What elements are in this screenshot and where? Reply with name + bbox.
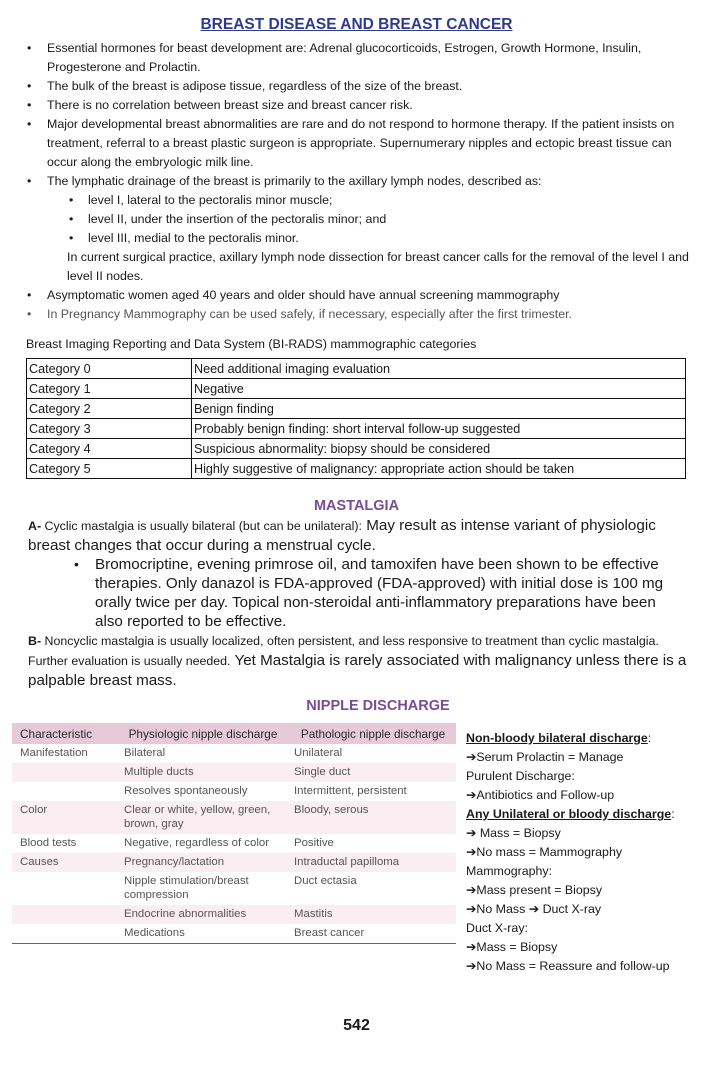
bullet-item: • The bulk of the breast is adipose tissue, regardless of the size of the breast.	[26, 77, 696, 96]
arrow-icon: ➔	[466, 959, 477, 973]
table-row	[12, 924, 456, 944]
section-label: B-	[28, 634, 42, 648]
table-cell	[12, 905, 116, 924]
table-row	[27, 399, 686, 419]
arrow-icon: ➔	[466, 826, 477, 840]
table-cell: Mastitis	[286, 905, 456, 924]
arrow-icon: ➔	[466, 902, 477, 916]
table-cell: Unilateral	[294, 747, 343, 759]
table-cell: Nipple stimulation/breast compression	[124, 875, 249, 901]
management-heading: Any Unilateral or bloody discharge	[466, 807, 672, 821]
table-header-row	[12, 723, 456, 744]
table-cell: Positive	[294, 837, 334, 849]
management-line: Any Unilateral or bloody discharge:	[466, 807, 675, 821]
table-cell: Bloody, serous	[286, 801, 456, 834]
table-cell: Resolves spontaneously	[124, 785, 248, 797]
table-row	[27, 359, 686, 379]
arrow-icon: ➔	[466, 883, 477, 897]
management-line: Purulent Discharge:	[466, 769, 575, 783]
table-row	[12, 872, 456, 905]
management-line: ➔Serum Prolactin = Manage	[466, 750, 624, 764]
table-row	[27, 459, 686, 479]
management-heading: Non-bloody bilateral discharge	[466, 731, 648, 745]
management-line: Mammography:	[466, 864, 553, 878]
table-cell: Color	[12, 801, 116, 834]
table-cell	[12, 924, 116, 944]
page-title: BREAST DISEASE AND BREAST CANCER	[200, 16, 513, 33]
cyclic-definition: Cyclic mastalgia is usually bilateral (but can be unilateral):	[41, 519, 363, 533]
table-cell: Breast cancer	[286, 924, 456, 944]
bullet-item: • Asymptomatic women aged 40 years and older should have annual screening mammography	[26, 286, 696, 305]
table-cell: Pregnancy/lactation	[116, 853, 286, 872]
table-cell: Duct ectasia	[294, 875, 357, 887]
table-row	[27, 439, 686, 459]
discharge-management	[466, 729, 710, 976]
lymph-intro: The lymphatic drainage of the breast is primarily to the axillary lymph nodes, described as:	[47, 174, 542, 188]
table-cell: Medications	[116, 924, 286, 944]
table-cell: Highly suggestive of malignancy: appropriate action should be taken	[192, 459, 686, 479]
table-cell: Multiple ducts	[116, 763, 286, 782]
table-cell: Category 5	[27, 459, 192, 479]
section-label: A-	[28, 519, 42, 533]
management-line: ➔Mass = Biopsy	[466, 940, 558, 954]
treatment-text: • Bromocriptine, evening primrose oil, and tamoxifen have been shown to be effective therapies. Only danazol is FDA-approved (FDA-approved) with initial dose is 100 mg orally twice per day. Topical non-steroidal anti-inflammatory preparations have been also reported to be effective.	[95, 556, 664, 630]
nipple-discharge-table	[12, 723, 456, 944]
column-header: Pathologic nipple discharge	[286, 723, 456, 744]
column-header: Physiologic nipple discharge	[116, 723, 286, 744]
table-cell: Blood tests	[20, 837, 77, 849]
column-header: Characteristic	[12, 723, 116, 744]
bullet-item: • In Pregnancy Mammography can be used safely, if necessary, especially after the first trimester.	[26, 305, 696, 324]
table-cell: Category 0	[27, 359, 192, 379]
table-row	[12, 905, 456, 924]
table-cell: Benign finding	[192, 399, 686, 419]
management-line: ➔Mass present = Biopsy	[466, 883, 603, 897]
table-cell: Manifestation	[20, 747, 88, 759]
lymph-level: • level III, medial to the pectoralis minor.	[67, 229, 696, 248]
table-cell: Intraductal papilloma	[286, 853, 456, 872]
page-number: 542	[343, 1017, 370, 1034]
arrow-icon: ➔	[528, 902, 540, 916]
table-row	[12, 834, 456, 853]
table-cell: Intermittent, persistent	[294, 785, 407, 797]
table-cell: Probably benign finding: short interval follow-up suggested	[192, 419, 686, 439]
table-cell: Negative	[192, 379, 686, 399]
lymph-note: In current surgical practice, axillary lymph node dissection for breast cancer calls for the removal of the level I and level II nodes.	[67, 250, 689, 283]
bullet-item: • Essential hormones for beast development are: Adrenal glucocorticoids, Estrogen, Growth Hormone, Insulin, Progesterone and Prolactin.	[26, 39, 696, 77]
table-row	[12, 801, 456, 834]
management-line: ➔No Mass ➔ Duct X-ray	[466, 902, 602, 916]
arrow-icon: ➔	[466, 788, 477, 802]
bullet-item: • There is no correlation between breast size and breast cancer risk.	[26, 96, 696, 115]
management-line: Non-bloody bilateral discharge:	[466, 731, 652, 745]
table-cell: Category 2	[27, 399, 192, 419]
mastalgia-treatment	[78, 555, 678, 631]
management-line: ➔No Mass = Reassure and follow-up	[466, 959, 670, 973]
table-cell: Causes	[12, 853, 116, 872]
mastalgia-heading: MASTALGIA	[313, 498, 400, 514]
table-cell	[12, 763, 116, 782]
table-row	[27, 419, 686, 439]
birads-caption: Breast Imaging Reporting and Data System (BI-RADS) mammographic categories	[26, 337, 477, 351]
table-cell: Suspicious abnormality: biopsy should be considered	[192, 439, 686, 459]
table-row	[27, 379, 686, 399]
management-line: ➔No mass = Mammography	[466, 845, 623, 859]
mastalgia-noncyclic	[28, 632, 693, 691]
lymph-level: • level I, lateral to the pectoralis minor muscle;	[67, 191, 696, 210]
table-cell	[12, 782, 116, 801]
lymph-levels	[47, 191, 696, 248]
arrow-icon: ➔	[466, 750, 477, 764]
mastalgia-cyclic	[28, 516, 693, 555]
birads-table	[26, 358, 686, 479]
table-cell: Category 1	[27, 379, 192, 399]
table-row	[12, 763, 456, 782]
lymph-level: • level II, under the insertion of the pectoralis minor; and	[67, 210, 696, 229]
bullet-item: • Major developmental breast abnormalities are rare and do not respond to hormone therapy. If the patient insists on treatment, referral to a breast plastic surgeon is appropriate. Supernumerary nipples and ectopic breast tissue can occur along the embryologic milk line.	[26, 115, 696, 172]
arrow-icon: ➔	[466, 940, 477, 954]
table-row	[12, 853, 456, 872]
nipple-discharge-heading: NIPPLE DISCHARGE	[306, 698, 450, 714]
table-cell: Category 4	[27, 439, 192, 459]
management-line: Duct X-ray:	[466, 921, 528, 935]
bullet-item-lymph	[26, 172, 696, 286]
cyclic-description: May result as intense variant of physiologic breast changes that occur during a menstrual cycle.	[28, 517, 656, 554]
management-line: ➔Antibiotics and Follow-up	[466, 788, 615, 802]
table-cell: Single duct	[286, 763, 456, 782]
table-cell: Need additional imaging evaluation	[192, 359, 686, 379]
table-cell: Category 3	[27, 419, 192, 439]
noncyclic-description: Yet Mastalgia is rarely associated with malignancy unless there is a palpable breast mass.	[28, 652, 687, 689]
management-line: ➔ Mass = Biopsy	[466, 826, 561, 840]
table-cell: Clear or white, yellow, green, brown, gray	[116, 801, 286, 834]
arrow-icon: ➔	[466, 845, 477, 859]
table-cell: Endocrine abnormalities	[116, 905, 286, 924]
table-cell: Negative, regardless of color	[124, 837, 269, 849]
table-cell: Bilateral	[124, 747, 166, 759]
intro-bullet-list	[26, 39, 696, 324]
table-cell	[12, 872, 116, 905]
table-row	[12, 744, 456, 763]
noncyclic-definition: Noncyclic mastalgia is usually localized, often persistent, and less responsive to treatment than cyclic mastalgia. Further evaluation is usually needed.	[28, 634, 659, 668]
table-row	[12, 782, 456, 801]
